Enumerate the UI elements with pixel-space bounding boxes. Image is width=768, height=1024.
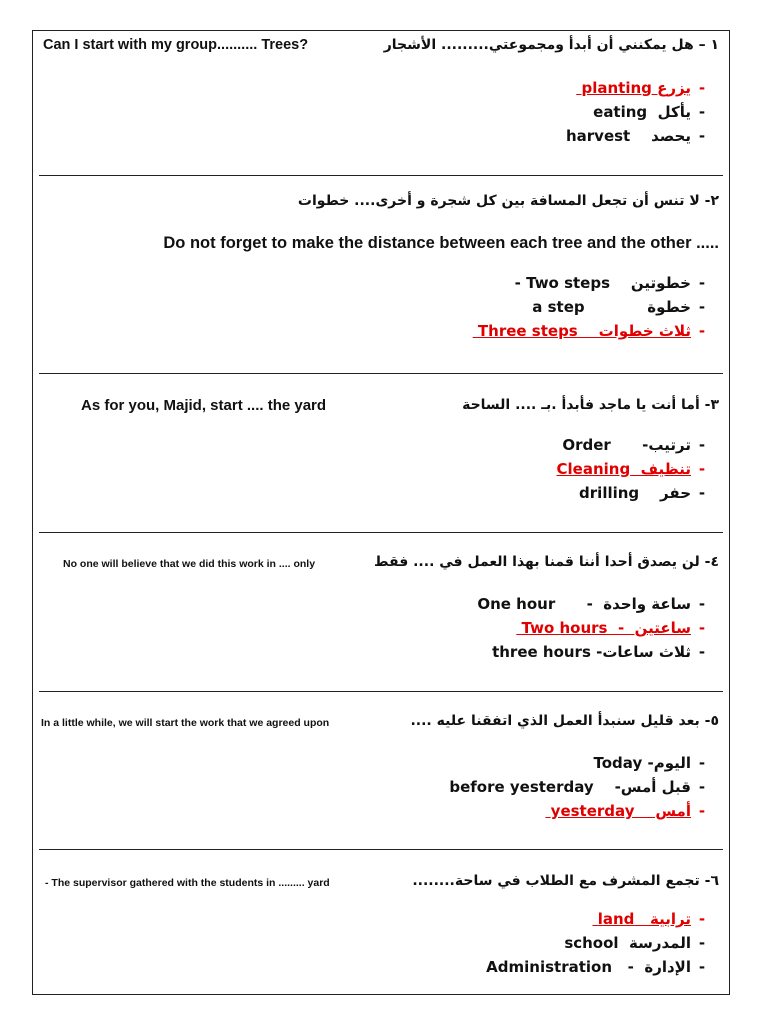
question-1 xyxy=(33,31,729,171)
question-6-option-3[interactable]: - الإدارة - Administration xyxy=(486,958,706,976)
question-3 xyxy=(33,379,729,529)
question-3-arabic: ٣- أما أنت يا ماجد فأبدأ .بـ .... الساحة xyxy=(462,397,719,413)
question-1-options xyxy=(566,76,713,148)
question-5-english: In a little while, we will start the work that we agreed upon xyxy=(41,717,330,729)
divider xyxy=(39,532,723,533)
question-6-option-2[interactable]: - المدرسة school xyxy=(564,934,706,952)
question-1-option-1[interactable]: - يزرع planting xyxy=(576,79,706,97)
divider xyxy=(39,849,723,850)
question-5-option-1[interactable]: - اليوم- Today xyxy=(593,754,706,772)
question-1-english: Can I start with my group.......... Trees? xyxy=(43,37,309,53)
question-1-option-3[interactable]: - يحصد harvest xyxy=(565,127,706,145)
question-4-arabic: ٤- لن يصدق أحدا أننا قمنا بهذا العمل في .... فقط xyxy=(374,554,719,570)
question-5-arabic: ٥- بعد قليل سنبدأ العمل الذي اتفقنا عليه .... xyxy=(410,713,719,729)
question-4 xyxy=(33,538,729,688)
question-3-option-1[interactable]: - ترتيب- Order xyxy=(562,436,706,454)
question-2 xyxy=(33,181,729,371)
worksheet-frame xyxy=(32,30,730,995)
question-6-arabic: ٦- تجمع المشرف مع الطلاب في ساحة........ xyxy=(412,873,719,889)
divider xyxy=(39,175,723,176)
question-1-arabic: ١ – هل يمكنني أن أبدأ ومجموعتي......... الأشجار xyxy=(383,37,719,53)
divider xyxy=(39,691,723,692)
question-5-options xyxy=(449,751,713,823)
question-2-arabic: ٢- لا تنس أن تجعل المسافة بين كل شجرة و أخرى.... خطوات xyxy=(297,193,719,209)
question-3-option-3[interactable]: - حفر drilling xyxy=(579,484,706,502)
question-2-option-2[interactable]: - خطوة a step xyxy=(532,298,706,316)
question-4-options xyxy=(477,592,713,664)
question-2-option-1[interactable]: - خطوتين Two steps - xyxy=(514,274,706,292)
question-5 xyxy=(33,697,729,847)
question-4-option-2[interactable]: - ساعتين - Two hours xyxy=(516,619,706,637)
question-6-english: - The supervisor gathered with the students in ......... yard xyxy=(45,877,330,889)
question-5-option-3[interactable]: - أمس yesterday xyxy=(545,802,706,820)
question-3-english: As for you, Majid, start .... the yard xyxy=(81,397,327,414)
question-4-english: No one will believe that we did this work in .... only xyxy=(63,558,316,570)
divider xyxy=(39,373,723,374)
question-4-option-3[interactable]: - ثلاث ساعات- three hours xyxy=(492,643,706,661)
question-5-option-2[interactable]: - قبل أمس- before yesterday xyxy=(449,778,706,796)
question-4-option-1[interactable]: - ساعة واحدة - One hour xyxy=(477,595,706,613)
question-6-option-1[interactable]: - ترابية land xyxy=(592,910,706,928)
question-2-option-3[interactable]: - ثلاث خطوات Three steps xyxy=(472,322,706,340)
question-2-options xyxy=(473,271,713,343)
question-3-options xyxy=(557,433,714,505)
question-1-option-2[interactable]: - يأكل eating xyxy=(593,103,706,121)
question-6 xyxy=(33,855,729,995)
question-6-options xyxy=(486,907,713,979)
question-3-option-2[interactable]: - تنظيف Cleaning xyxy=(556,460,706,478)
question-2-english: Do not forget to make the distance between each tree and the other ..... xyxy=(163,234,719,252)
